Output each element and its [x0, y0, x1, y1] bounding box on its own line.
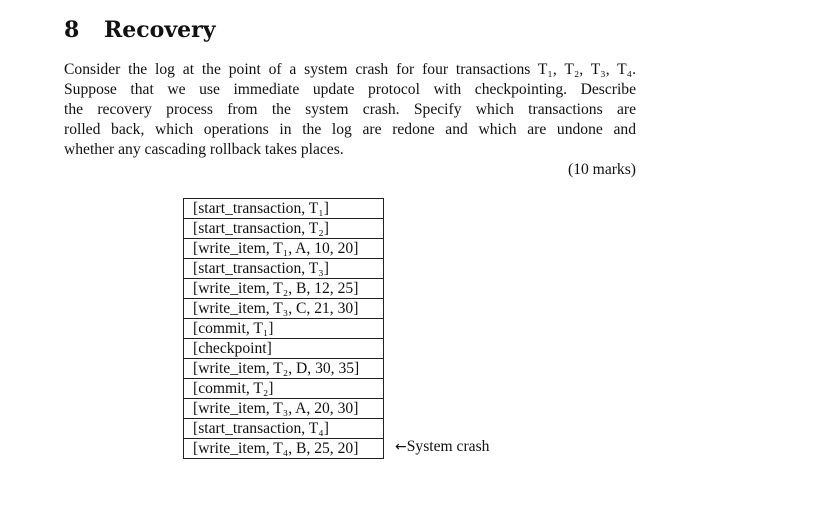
- section-number: 8: [64, 17, 80, 43]
- section-heading: [64, 14, 216, 46]
- log-row: [184, 399, 384, 419]
- log-row: [184, 359, 384, 379]
- log-entry: [start_transaction, T₁]: [184, 199, 384, 219]
- log-row: [184, 259, 384, 279]
- log-row: [184, 279, 384, 299]
- question-line: rolled back, which operations in the log are redone and which are undone and: [64, 121, 636, 138]
- question-line: the recovery process from the system crash. Specify which transactions are: [64, 101, 636, 118]
- question-line: Suppose that we use immediate update protocol with checkpointing. Describe: [64, 81, 636, 98]
- log-entry: [start_transaction, T₄]: [184, 419, 384, 439]
- question-text: [64, 60, 636, 160]
- log-entry: [start_transaction, T₂]: [184, 219, 384, 239]
- system-crash-note: [395, 437, 489, 457]
- log-row: [184, 199, 384, 219]
- log-entry: [write_item, T₃, C, 21, 30]: [184, 299, 384, 319]
- log-row: [184, 219, 384, 239]
- log-entry: [write_item, T₂, D, 30, 35]: [184, 359, 384, 379]
- log-row: [184, 439, 384, 459]
- log-entry: [checkpoint]: [184, 339, 384, 359]
- log-entry: [write_item, T₃, A, 20, 30]: [184, 399, 384, 419]
- log-entry: [write_item, T₄, B, 25, 20]: [184, 439, 384, 459]
- left-arrow-icon: ←: [395, 439, 407, 455]
- question-line: Consider the log at the point of a system crash for four transactions T₁, T₂, T₃, T₄.: [64, 61, 636, 78]
- section-title: Recovery: [104, 17, 216, 43]
- log-row: [184, 239, 384, 259]
- log-entry: [start_transaction, T₃]: [184, 259, 384, 279]
- log-entry: [commit, T₁]: [184, 319, 384, 339]
- log-row: [184, 299, 384, 319]
- log-row: [184, 339, 384, 359]
- marks-label: (10 marks): [568, 161, 636, 178]
- system-crash-label: System crash: [406, 438, 490, 455]
- transaction-log-table: [183, 198, 384, 459]
- log-entry: [write_item, T₁, A, 10, 20]: [184, 239, 384, 259]
- log-entry: [write_item, T₂, B, 12, 25]: [184, 279, 384, 299]
- log-row: [184, 379, 384, 399]
- log-row: [184, 319, 384, 339]
- question-line: whether any cascading rollback takes places.: [64, 141, 344, 158]
- log-row: [184, 419, 384, 439]
- log-entry: [commit, T₂]: [184, 379, 384, 399]
